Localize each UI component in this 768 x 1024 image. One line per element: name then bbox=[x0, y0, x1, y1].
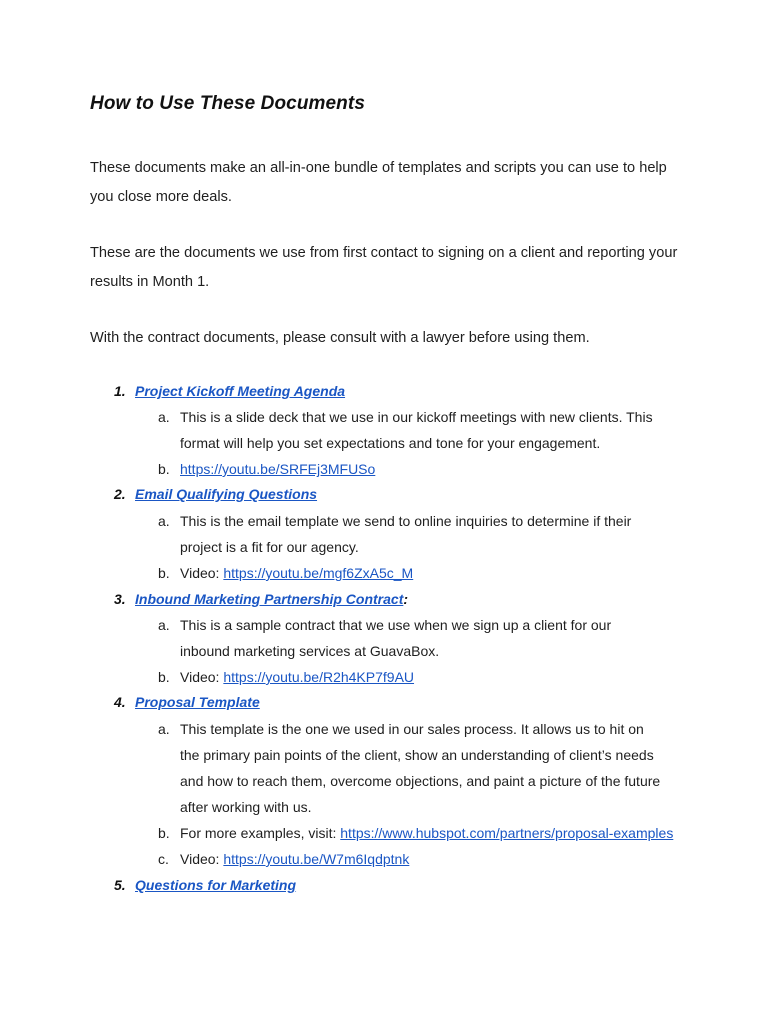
list-item-2 bbox=[114, 481, 317, 507]
email-qualifying-questions-link[interactable]: Email Qualifying Questions bbox=[135, 486, 318, 502]
proposal-video-link[interactable]: https://youtu.be/W7m6Iqdptnk bbox=[223, 851, 410, 867]
intro-paragraph-2: These are the documents we use from first contact to signing on a client and reporting your results in Month 1. bbox=[90, 245, 678, 290]
sub-item-2b bbox=[158, 560, 663, 586]
kickoff-video-link[interactable]: https://youtu.be/SRFEj3MFUSo bbox=[180, 461, 376, 477]
proposal-examples-link[interactable]: https://www.hubspot.com/partners/proposal-examples bbox=[340, 825, 674, 841]
email-video-link[interactable]: https://youtu.be/mgf6ZxA5c_M bbox=[223, 565, 414, 581]
sub-item-text: This is a sample contract that we use when we sign up a client for our inbound marketing services at GuavaBox. bbox=[180, 617, 612, 659]
sub-item-1a bbox=[158, 404, 663, 456]
sub-item-4a bbox=[158, 716, 663, 820]
sub-item-prefix: For more examples, visit: bbox=[180, 825, 341, 841]
sub-letter: c. bbox=[158, 851, 169, 867]
project-kickoff-agenda-link[interactable]: Project Kickoff Meeting Agenda bbox=[135, 383, 346, 399]
sub-letter: b. bbox=[158, 565, 170, 581]
sub-item-2a bbox=[158, 508, 663, 560]
sub-letter: a. bbox=[158, 513, 170, 529]
list-number: 4. bbox=[114, 694, 126, 710]
list-number: 2. bbox=[114, 486, 126, 502]
sub-item-text: This is a slide deck that we use in our kickoff meetings with new clients. This format will help you set expectations and tone for your engagement. bbox=[180, 409, 653, 451]
list-number: 5. bbox=[114, 877, 126, 893]
questions-for-marketing-link[interactable]: Questions for Marketing bbox=[135, 877, 297, 893]
list-item-4 bbox=[114, 689, 260, 715]
sub-letter: a. bbox=[158, 409, 170, 425]
sub-letter: a. bbox=[158, 617, 170, 633]
sub-item-prefix: Video: bbox=[180, 851, 224, 867]
sub-item-4b bbox=[158, 820, 674, 846]
sub-item-prefix: Video: bbox=[180, 565, 224, 581]
sub-letter: b. bbox=[158, 825, 170, 841]
sub-letter: b. bbox=[158, 669, 170, 685]
intro-paragraph-1: These documents make an all-in-one bundle of templates and scripts you can use to help you close more deals. bbox=[90, 160, 667, 205]
sub-item-text: This is the email template we send to online inquiries to determine if their project is a fit for our agency. bbox=[180, 513, 632, 555]
heading-suffix: : bbox=[403, 591, 409, 607]
sub-item-3b bbox=[158, 664, 663, 690]
sub-letter: b. bbox=[158, 461, 170, 477]
sub-item-4c bbox=[158, 846, 663, 872]
sub-item-text: This template is the one we used in our sales process. It allows us to hit on the primary pain points of the client, show an understanding of client’s needs and how to reach them, overcome objections, and paint a picture of the future after working with us. bbox=[180, 721, 661, 815]
list-item-1 bbox=[114, 378, 345, 404]
list-number: 1. bbox=[114, 383, 126, 399]
contract-video-link[interactable]: https://youtu.be/R2h4KP7f9AU bbox=[223, 669, 415, 685]
list-item-3 bbox=[114, 586, 408, 612]
sub-item-1b bbox=[158, 456, 663, 482]
proposal-template-link[interactable]: Proposal Template bbox=[135, 694, 260, 710]
partnership-contract-link[interactable]: Inbound Marketing Partnership Contract bbox=[135, 591, 404, 607]
list-item-5 bbox=[114, 872, 296, 898]
document-title: How to Use These Documents bbox=[90, 93, 365, 114]
sub-item-prefix: Video: bbox=[180, 669, 224, 685]
intro-paragraph-3: With the contract documents, please consult with a lawyer before using them. bbox=[90, 330, 590, 346]
sub-item-3a bbox=[158, 612, 663, 664]
list-number: 3. bbox=[114, 591, 126, 607]
sub-letter: a. bbox=[158, 721, 170, 737]
